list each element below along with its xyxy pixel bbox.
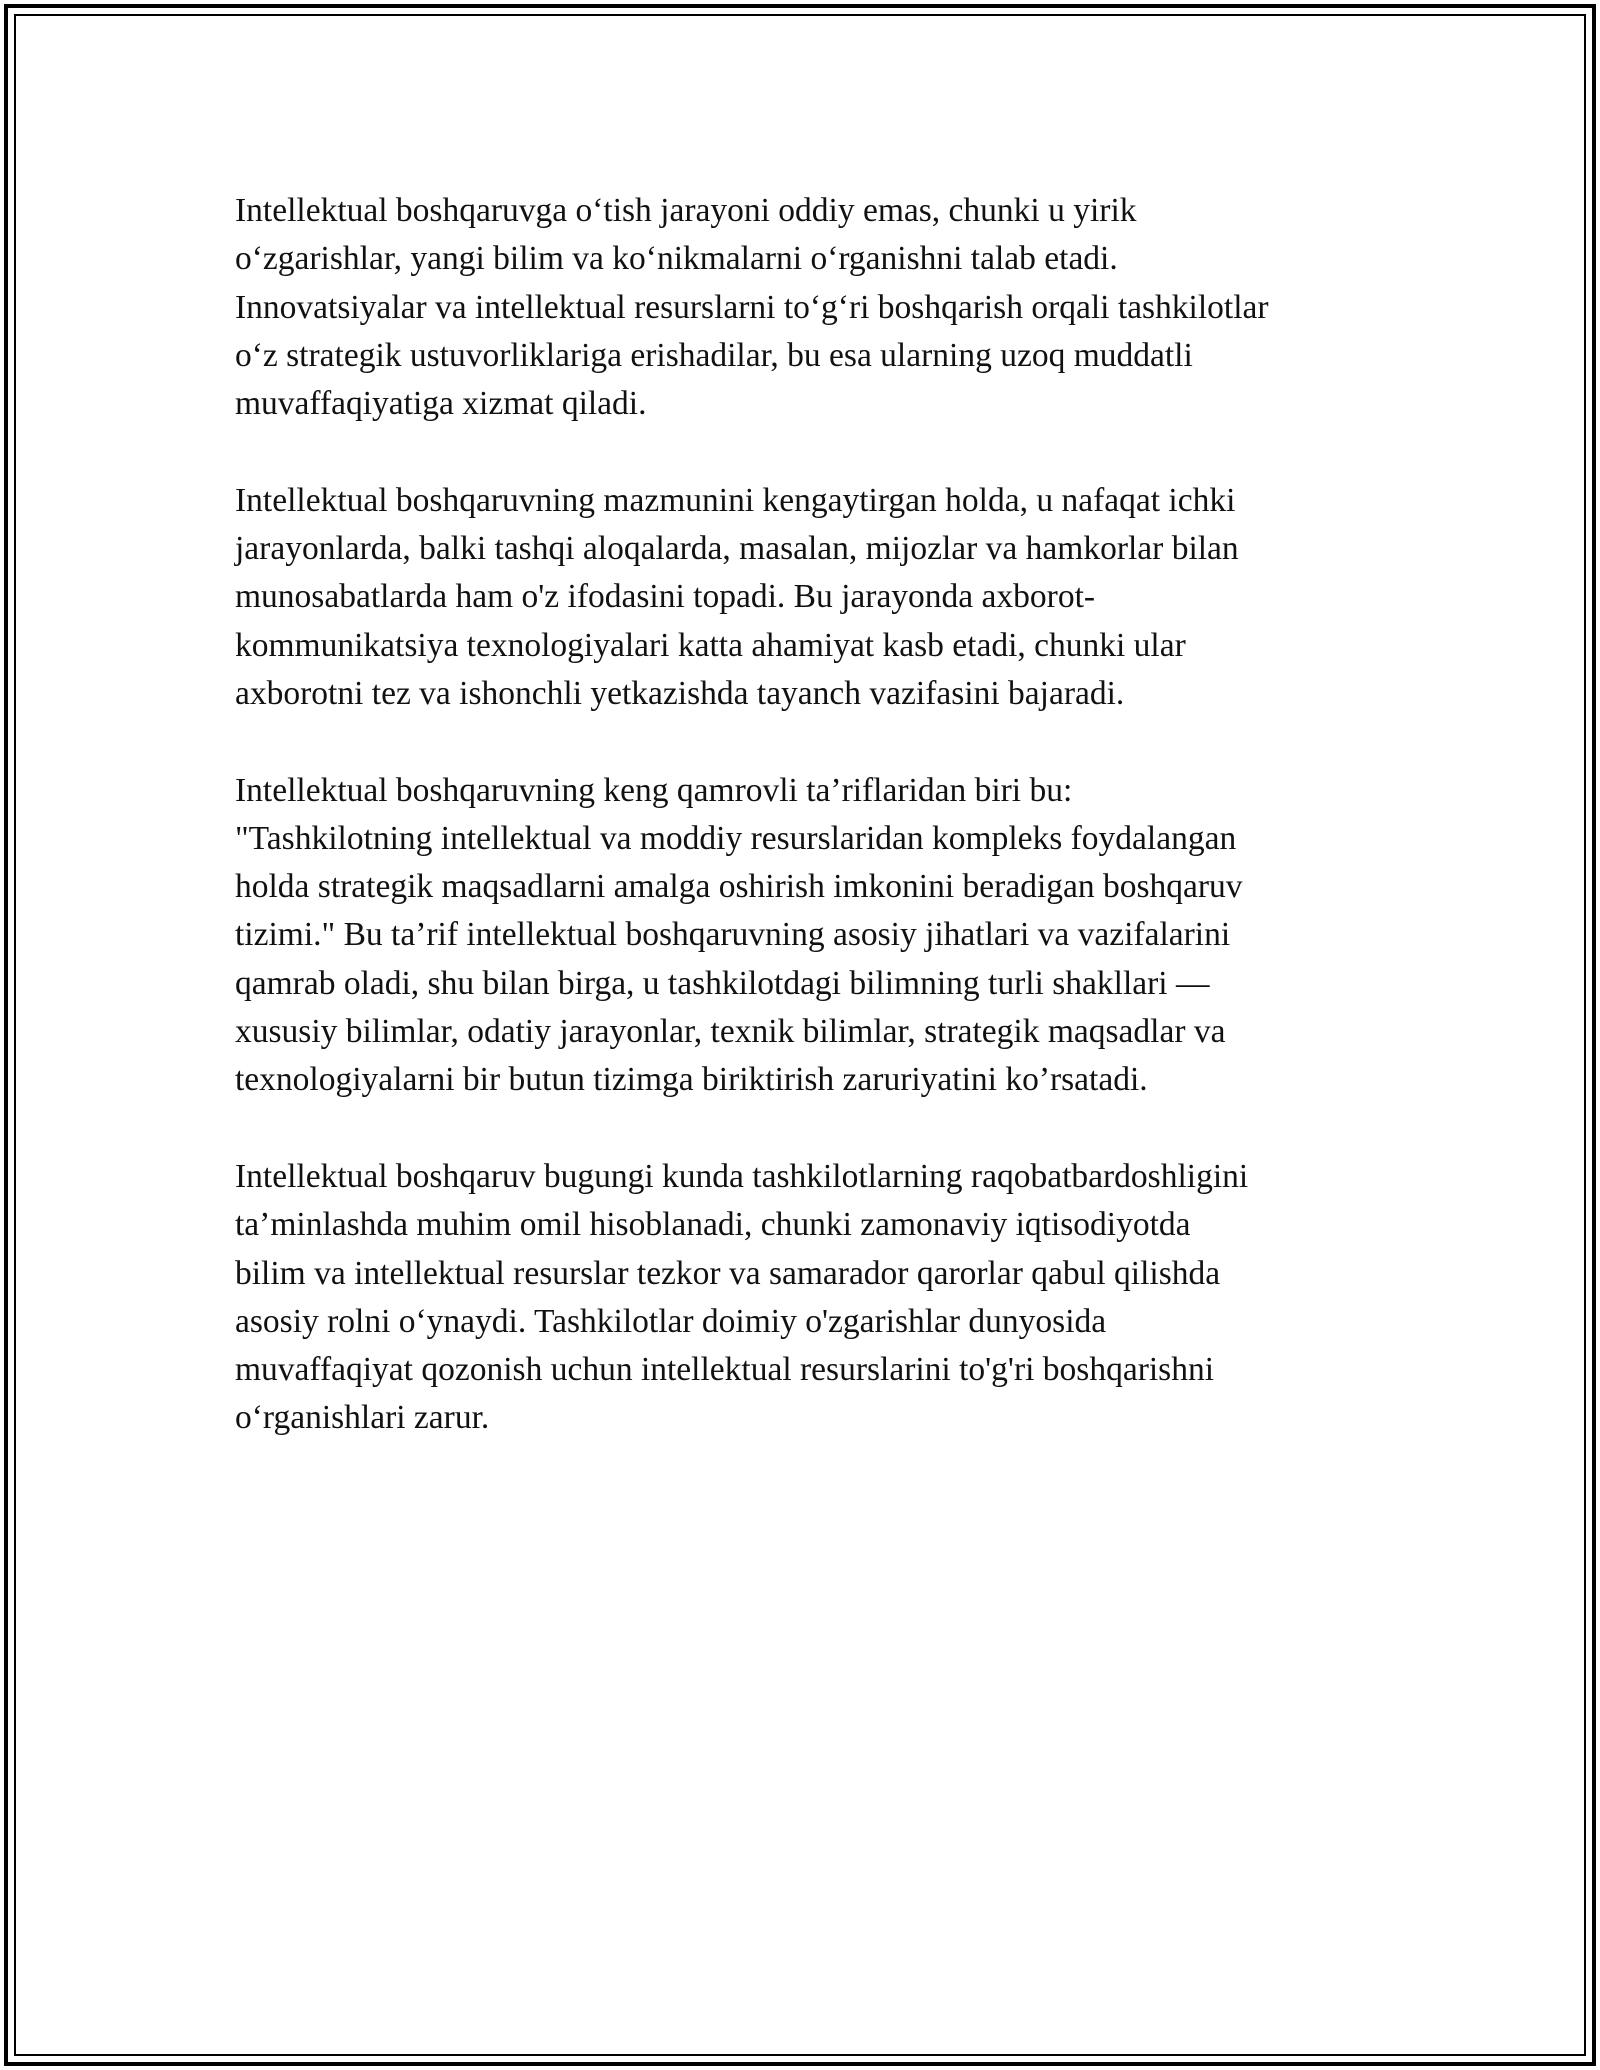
document-body [235,187,1395,1491]
paragraph-1: Intellektual boshqaruvga o‘tish jarayoni oddiy emas, chunki u yirik o‘zgarishlar, yangi bilim va ko‘nikmalarni o‘rganishni talab etadi. Innovatsiyalar va intellektual resurslarni to‘g‘ri boshqarish orqali tashkilotlar o‘z strategik ustuvorliklariga erishadilar, bu esa ularning uzoq muddatli muvaffaqiyatiga xizmat qiladi. [235,192,1269,423]
paragraph-4: Intellektual boshqaruv bugungi kunda tashkilotlarning raqobatbardoshligini ta’minlashda muhim omil hisoblanadi, chunki zamonaviy iqtisodiyotda bilim va intellektual resurslar tezkor va samarador qarorlar qabul qilishda asosiy rolni o‘ynaydi. Tashkilotlar doimiy o'zgarishlar dunyosida muvaffaqiyat qozonish uchun intellektual resurslarini to'g'ri boshqarishni o‘rganishlari zarur. [235,1157,1249,1437]
paragraph-3: Intellektual boshqaruvning keng qamrovli ta’riflaridan biri bu: "Tashkilotning intellektual va moddiy resurslaridan kompleks foydalangan holda strategik maqsadlarni amalga oshirish imkonini beradigan boshqaruv tizimi." Bu ta’rif intellektual boshqaruvning asosiy jihatlari va vazifalarini qamrab oladi, shu bilan birga, u tashkilotdagi bilimning turli shakllari — xususiy bilimlar, odatiy jarayonlar, texnik bilimlar, strategik maqsadlar va texnologiyalarni bir butun tizimga biriktirish zaruriyatini ko’rsatadi. [235,771,1243,1099]
paragraph-2: Intellektual boshqaruvning mazmunini kengaytirgan holda, u nafaqat ichki jarayonlarda, balki tashqi aloqalarda, masalan, mijozlar va hamkorlar bilan munosabatlarda ham o'z ifodasini topadi. Bu jarayonda axborot- kommunikatsiya texnologiyalari katta ahamiyat kasb etadi, chunki ular axborotni tez va ishonchli yetkazishda tayanch vazifasini bajaradi. [235,481,1239,712]
